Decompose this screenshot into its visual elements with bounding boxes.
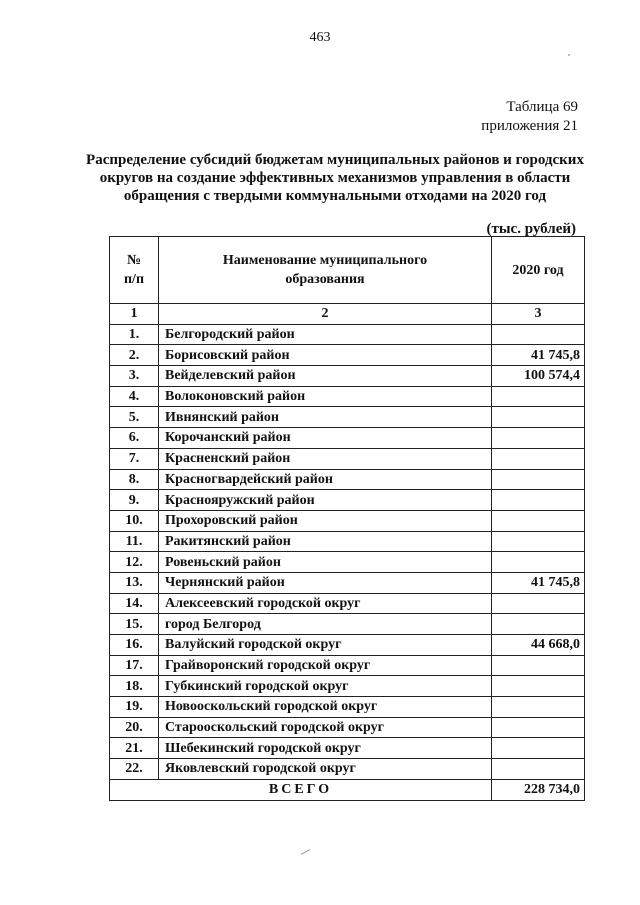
subsidy-amount [492,552,585,573]
municipality-name: Ровеньский район [159,552,492,573]
municipality-name: Губкинский городской округ [159,676,492,697]
subsidy-amount: 41 745,8 [492,345,585,366]
page-number: 463 [309,30,331,45]
index-row [110,304,585,325]
table-row [110,593,585,614]
subsidy-table [109,236,585,801]
heading-line: округов на создание эффективных механизмов управления в области [99,170,571,186]
table-row [110,345,585,366]
row-number: 17. [110,655,159,676]
subsidy-amount [492,386,585,407]
municipality-name: Чернянский район [159,572,492,593]
municipality-name: Ивнянский район [159,407,492,428]
document-heading [70,151,600,205]
municipality-name: Красненский район [159,448,492,469]
municipality-name: Старооскольский городской округ [159,717,492,738]
municipality-name: Красногвардейский район [159,469,492,490]
table-row [110,738,585,759]
row-number: 10. [110,510,159,531]
total-label: ВСЕГО [110,779,492,800]
subsidy-amount [492,510,585,531]
row-number: 19. [110,697,159,718]
header-num-abbr: п/п [123,272,145,287]
units-label: (тыс. рублей) [486,221,576,237]
table-caption [481,98,578,136]
index-cell: 1 [110,304,159,325]
municipality-name: Борисовский район [159,345,492,366]
header-name-line: образования [285,272,365,287]
municipality-name: Белгородский район [159,324,492,345]
municipality-name: Алексеевский городской округ [159,593,492,614]
table-row [110,428,585,449]
header-name-line: Наименование муниципального [222,253,428,268]
subsidy-amount [492,407,585,428]
subsidy-amount [492,614,585,635]
subsidy-amount [492,676,585,697]
row-number: 14. [110,593,159,614]
table-row [110,655,585,676]
heading-line: Распределение субсидий бюджетам муниципальных районов и городских [86,152,584,168]
table-row [110,510,585,531]
table-label: Таблица 69 [506,99,578,115]
table-row [110,366,585,387]
header-row [110,237,585,304]
row-number: 1. [110,324,159,345]
table-row [110,531,585,552]
table-row [110,614,585,635]
municipality-name: Прохоровский район [159,510,492,531]
table-row [110,676,585,697]
row-number: 11. [110,531,159,552]
row-number: 13. [110,572,159,593]
municipality-name: Новооскольский городской округ [159,697,492,718]
header-num-sign: № [126,253,142,268]
row-number: 22. [110,759,159,780]
subsidy-amount [492,448,585,469]
municipality-name: Вейделевский район [159,366,492,387]
municipality-name: Краснояружский район [159,490,492,511]
subsidy-amount [492,697,585,718]
municipality-name: Шебекинский городской округ [159,738,492,759]
table-row [110,386,585,407]
row-number: 2. [110,345,159,366]
row-number: 7. [110,448,159,469]
row-number: 21. [110,738,159,759]
header-num [110,237,159,304]
subsidy-amount: 41 745,8 [492,572,585,593]
row-number: 5. [110,407,159,428]
header-year: 2020 год [492,237,585,304]
table-row [110,717,585,738]
table-row [110,490,585,511]
header-name [159,237,492,304]
row-number: 8. [110,469,159,490]
municipality-name: Ракитянский район [159,531,492,552]
heading-line: обращения с твердыми коммунальными отходами на 2020 год [123,188,547,204]
table-row [110,469,585,490]
row-number: 4. [110,386,159,407]
total-value: 228 734,0 [492,779,585,800]
subsidy-amount [492,428,585,449]
table-row [110,572,585,593]
table-row [110,552,585,573]
subsidy-amount [492,324,585,345]
table-row [110,448,585,469]
subsidy-amount [492,593,585,614]
subsidy-amount: 100 574,4 [492,366,585,387]
table-row [110,697,585,718]
pen-mark [301,849,313,860]
row-number: 18. [110,676,159,697]
appendix-label: приложения 21 [481,118,578,134]
subsidy-amount [492,717,585,738]
municipality-name: город Белгород [159,614,492,635]
subsidy-amount [492,655,585,676]
row-number: 15. [110,614,159,635]
index-cell: 2 [159,304,492,325]
municipality-name: Яковлевский городской округ [159,759,492,780]
index-cell: 3 [492,304,585,325]
table-row [110,324,585,345]
subsidy-amount [492,531,585,552]
municipality-name: Волоконовский район [159,386,492,407]
table-row [110,635,585,656]
subsidy-amount [492,490,585,511]
row-number: 20. [110,717,159,738]
municipality-name: Корочанский район [159,428,492,449]
total-row [110,779,585,800]
row-number: 12. [110,552,159,573]
row-number: 6. [110,428,159,449]
subsidy-amount [492,759,585,780]
subsidy-amount: 44 668,0 [492,635,585,656]
municipality-name: Грайворонский городской округ [159,655,492,676]
subsidy-amount [492,469,585,490]
table-row [110,407,585,428]
row-number: 3. [110,366,159,387]
subsidy-amount [492,738,585,759]
municipality-name: Валуйский городской округ [159,635,492,656]
table-row [110,759,585,780]
row-number: 9. [110,490,159,511]
row-number: 16. [110,635,159,656]
scan-speck [568,54,570,56]
